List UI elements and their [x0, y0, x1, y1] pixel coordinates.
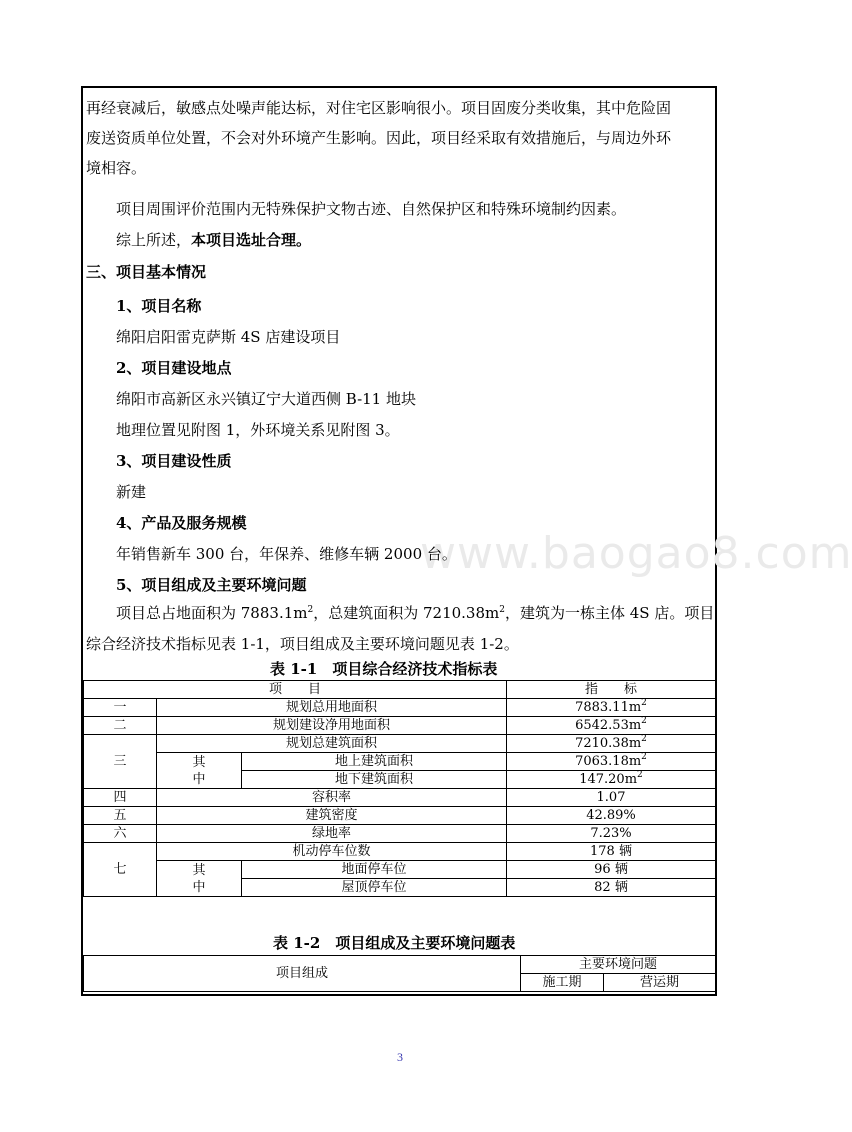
table-row: 七 机动停车位数 178 辆: [84, 843, 716, 861]
paragraph-line: 废送资质单位处置，不会对外环境产生影响。因此，项目经采取有效措施后，与周边外环: [86, 129, 672, 147]
table-row: [84, 681, 716, 699]
composition-table: [83, 955, 716, 992]
table-row: 一 规划总用地面积 $7883.11m^2$: [84, 699, 716, 717]
table-row: 三 规划总建筑面积 $7210.38m^2$: [84, 735, 716, 753]
table-row: [84, 956, 716, 974]
paragraph-line: 境相容。: [86, 159, 147, 177]
table1-caption: 表 1-1 项目综合经济技术指标表: [270, 660, 498, 678]
table2-caption: 表 1-2 项目组成及主要环境问题表: [273, 934, 516, 952]
header-index: 指 标: [507, 681, 716, 699]
qizhong-cell: 其 中: [157, 753, 242, 789]
table-row: 其 中 地面停车位 96 辆: [84, 861, 716, 879]
table-row: 四 容积率 1.07: [84, 789, 716, 807]
subheading-location: 2、项目建设地点: [116, 359, 232, 377]
composition-header: 项目组成: [84, 956, 521, 992]
scale-text: 年销售新车 300 台，年保养、维修车辆 2000 台。: [116, 545, 457, 563]
location-figure-text: 地理位置见附图 1，外环境关系见附图 3。: [116, 421, 400, 439]
economic-indicators-table: [83, 680, 716, 897]
paragraph-line: 项目周围评价范围内无特殊保护文物古迹、自然保护区和特殊环境制约因素。: [116, 200, 627, 218]
construction-header: 施工期: [521, 974, 604, 992]
table-row: 其 中 地上建筑面积 $7063.18m^2$: [84, 753, 716, 771]
page-number: 3: [397, 1050, 403, 1064]
table-reference-text: 综合经济技术指标见表 1-1，项目组成及主要环境问题见表 1-2。: [86, 635, 519, 653]
subheading-scale: 4、产品及服务规模: [116, 514, 247, 532]
table-row: 屋顶停车位 82 辆: [84, 879, 716, 897]
conclusion-line: [116, 230, 311, 250]
subheading-nature: 3、项目建设性质: [116, 452, 232, 470]
project-name-text: 绵阳启阳雷克萨斯 4S 店建设项目: [116, 328, 341, 346]
nature-text: 新建: [116, 483, 147, 501]
area-text: 项目总占地面积为 $7883.1m^2$，总建筑面积为 $7210.38m^2$，建筑为一栋主体 4S 店。项目: [116, 604, 715, 622]
table-row: 六 绿地率 7.23%: [84, 825, 716, 843]
watermark: www.baogao8.com: [420, 528, 852, 579]
header-item: 项 目: [84, 681, 507, 699]
subheading-composition: 5、项目组成及主要环境问题: [116, 576, 307, 594]
operation-header: 营运期: [604, 974, 716, 992]
qizhong-cell: 其 中: [157, 861, 242, 897]
issues-header: 主要环境问题: [521, 956, 716, 974]
paragraph-line: 再经衰减后，敏感点处噪声能达标，对住宅区影响很小。项目固废分类收集，其中危险固: [86, 99, 672, 117]
table-row: 二 规划建设净用地面积 $6542.53m^2$: [84, 717, 716, 735]
conclusion-bold: 本项目选址合理。: [191, 231, 312, 249]
location-text: 绵阳市高新区永兴镇辽宁大道西侧 B-11 地块: [116, 390, 416, 408]
section-heading: 三、项目基本情况: [86, 263, 207, 281]
table-row: 地下建筑面积 $147.20m^2$: [84, 771, 716, 789]
conclusion-prefix: 综上所述，: [116, 231, 192, 249]
subheading-project-name: 1、项目名称: [116, 297, 202, 315]
table-row: 五 建筑密度 42.89%: [84, 807, 716, 825]
